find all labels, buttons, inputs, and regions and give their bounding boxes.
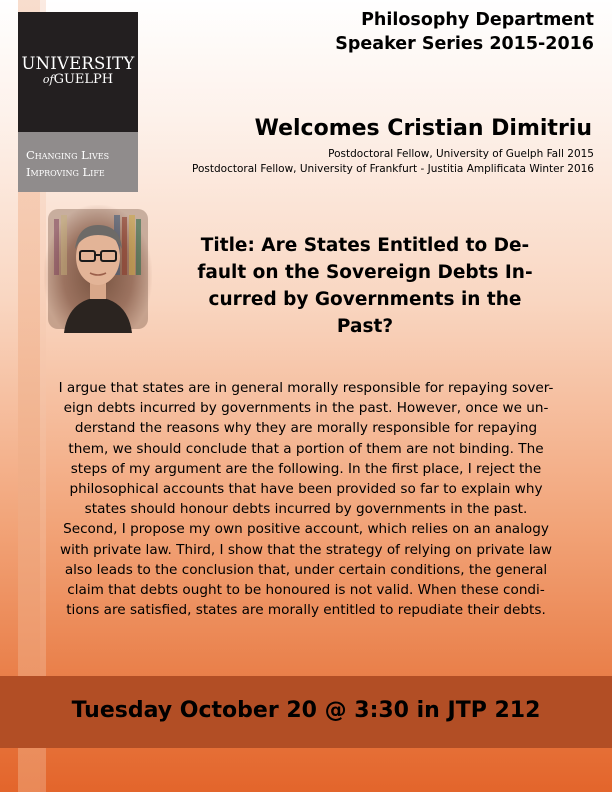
logo-guelph-text (18, 72, 138, 87)
university-logo (18, 12, 138, 192)
abstract-line: philosophical accounts that have been provided so far to explain why (69, 481, 543, 498)
abstract-line: them, we should conclude that a portion of them are not binding. The (68, 440, 544, 457)
logo-university-text: UNIVERSITY (21, 54, 135, 73)
talk-title (175, 232, 555, 340)
abstract-line: states should honour debts incurred by governments in the past. (84, 501, 528, 518)
abstract-line: Second, I propose my own positive account, which relies on an analogy (63, 521, 549, 538)
logo-tagline-block (18, 132, 138, 192)
speaker-welcome: Welcomes Cristian Dimitriu (254, 116, 592, 141)
series-name: Speaker Series 2015-2016 (335, 34, 594, 54)
talk-title-line: Past? (336, 316, 394, 337)
logo-guelph-word: GUELPH (53, 72, 114, 87)
abstract-line: with private law. Third, I show that the strategy of relying on private law (60, 541, 552, 558)
abstract-line: claim that debts ought to be honoured is not valid. When these condi- (67, 582, 545, 599)
abstract-line: derstand the reasons why they are morally responsible for repaying (74, 420, 538, 437)
talk-title-line: fault on the Sovereign Debts In- (197, 262, 533, 283)
department-heading (335, 8, 594, 56)
event-date-location: Tuesday October 20 @ 3:30 in JTP 212 (71, 698, 541, 723)
logo-tagline-2: Improving Life (26, 165, 105, 179)
department-name: Philosophy Department (361, 10, 594, 30)
talk-abstract (14, 378, 598, 620)
talk-title-line: Title: Are States Entitled to De- (200, 235, 530, 256)
logo-tagline-1: Changing Lives (26, 148, 110, 162)
speaker-photo (44, 205, 152, 333)
abstract-line: tions are satisfied, states are morally entitled to repudiate their debts. (66, 602, 546, 619)
abstract-line: also leads to the conclusion that, under certain conditions, the general (64, 561, 548, 578)
abstract-line: eign debts incurred by governments in the past. However, once we un- (63, 400, 549, 417)
talk-title-line: curred by Governments in the (208, 289, 522, 310)
speaker-affiliation-2: Postdoctoral Fellow, University of Frankfurt - Justitia Amplificata Winter 2016 (192, 163, 594, 175)
speaker-affiliation-1: Postdoctoral Fellow, University of Guelph Fall 2015 (328, 148, 594, 160)
speaker-portrait-image (44, 205, 152, 333)
event-details-bar (0, 676, 612, 748)
logo-of-text: of (42, 73, 54, 86)
abstract-line: steps of my argument are the following. In the first place, I reject the (70, 460, 542, 477)
abstract-line: I argue that states are in general morally responsible for repaying sover- (58, 380, 554, 396)
logo-wordmark-block (18, 12, 138, 132)
